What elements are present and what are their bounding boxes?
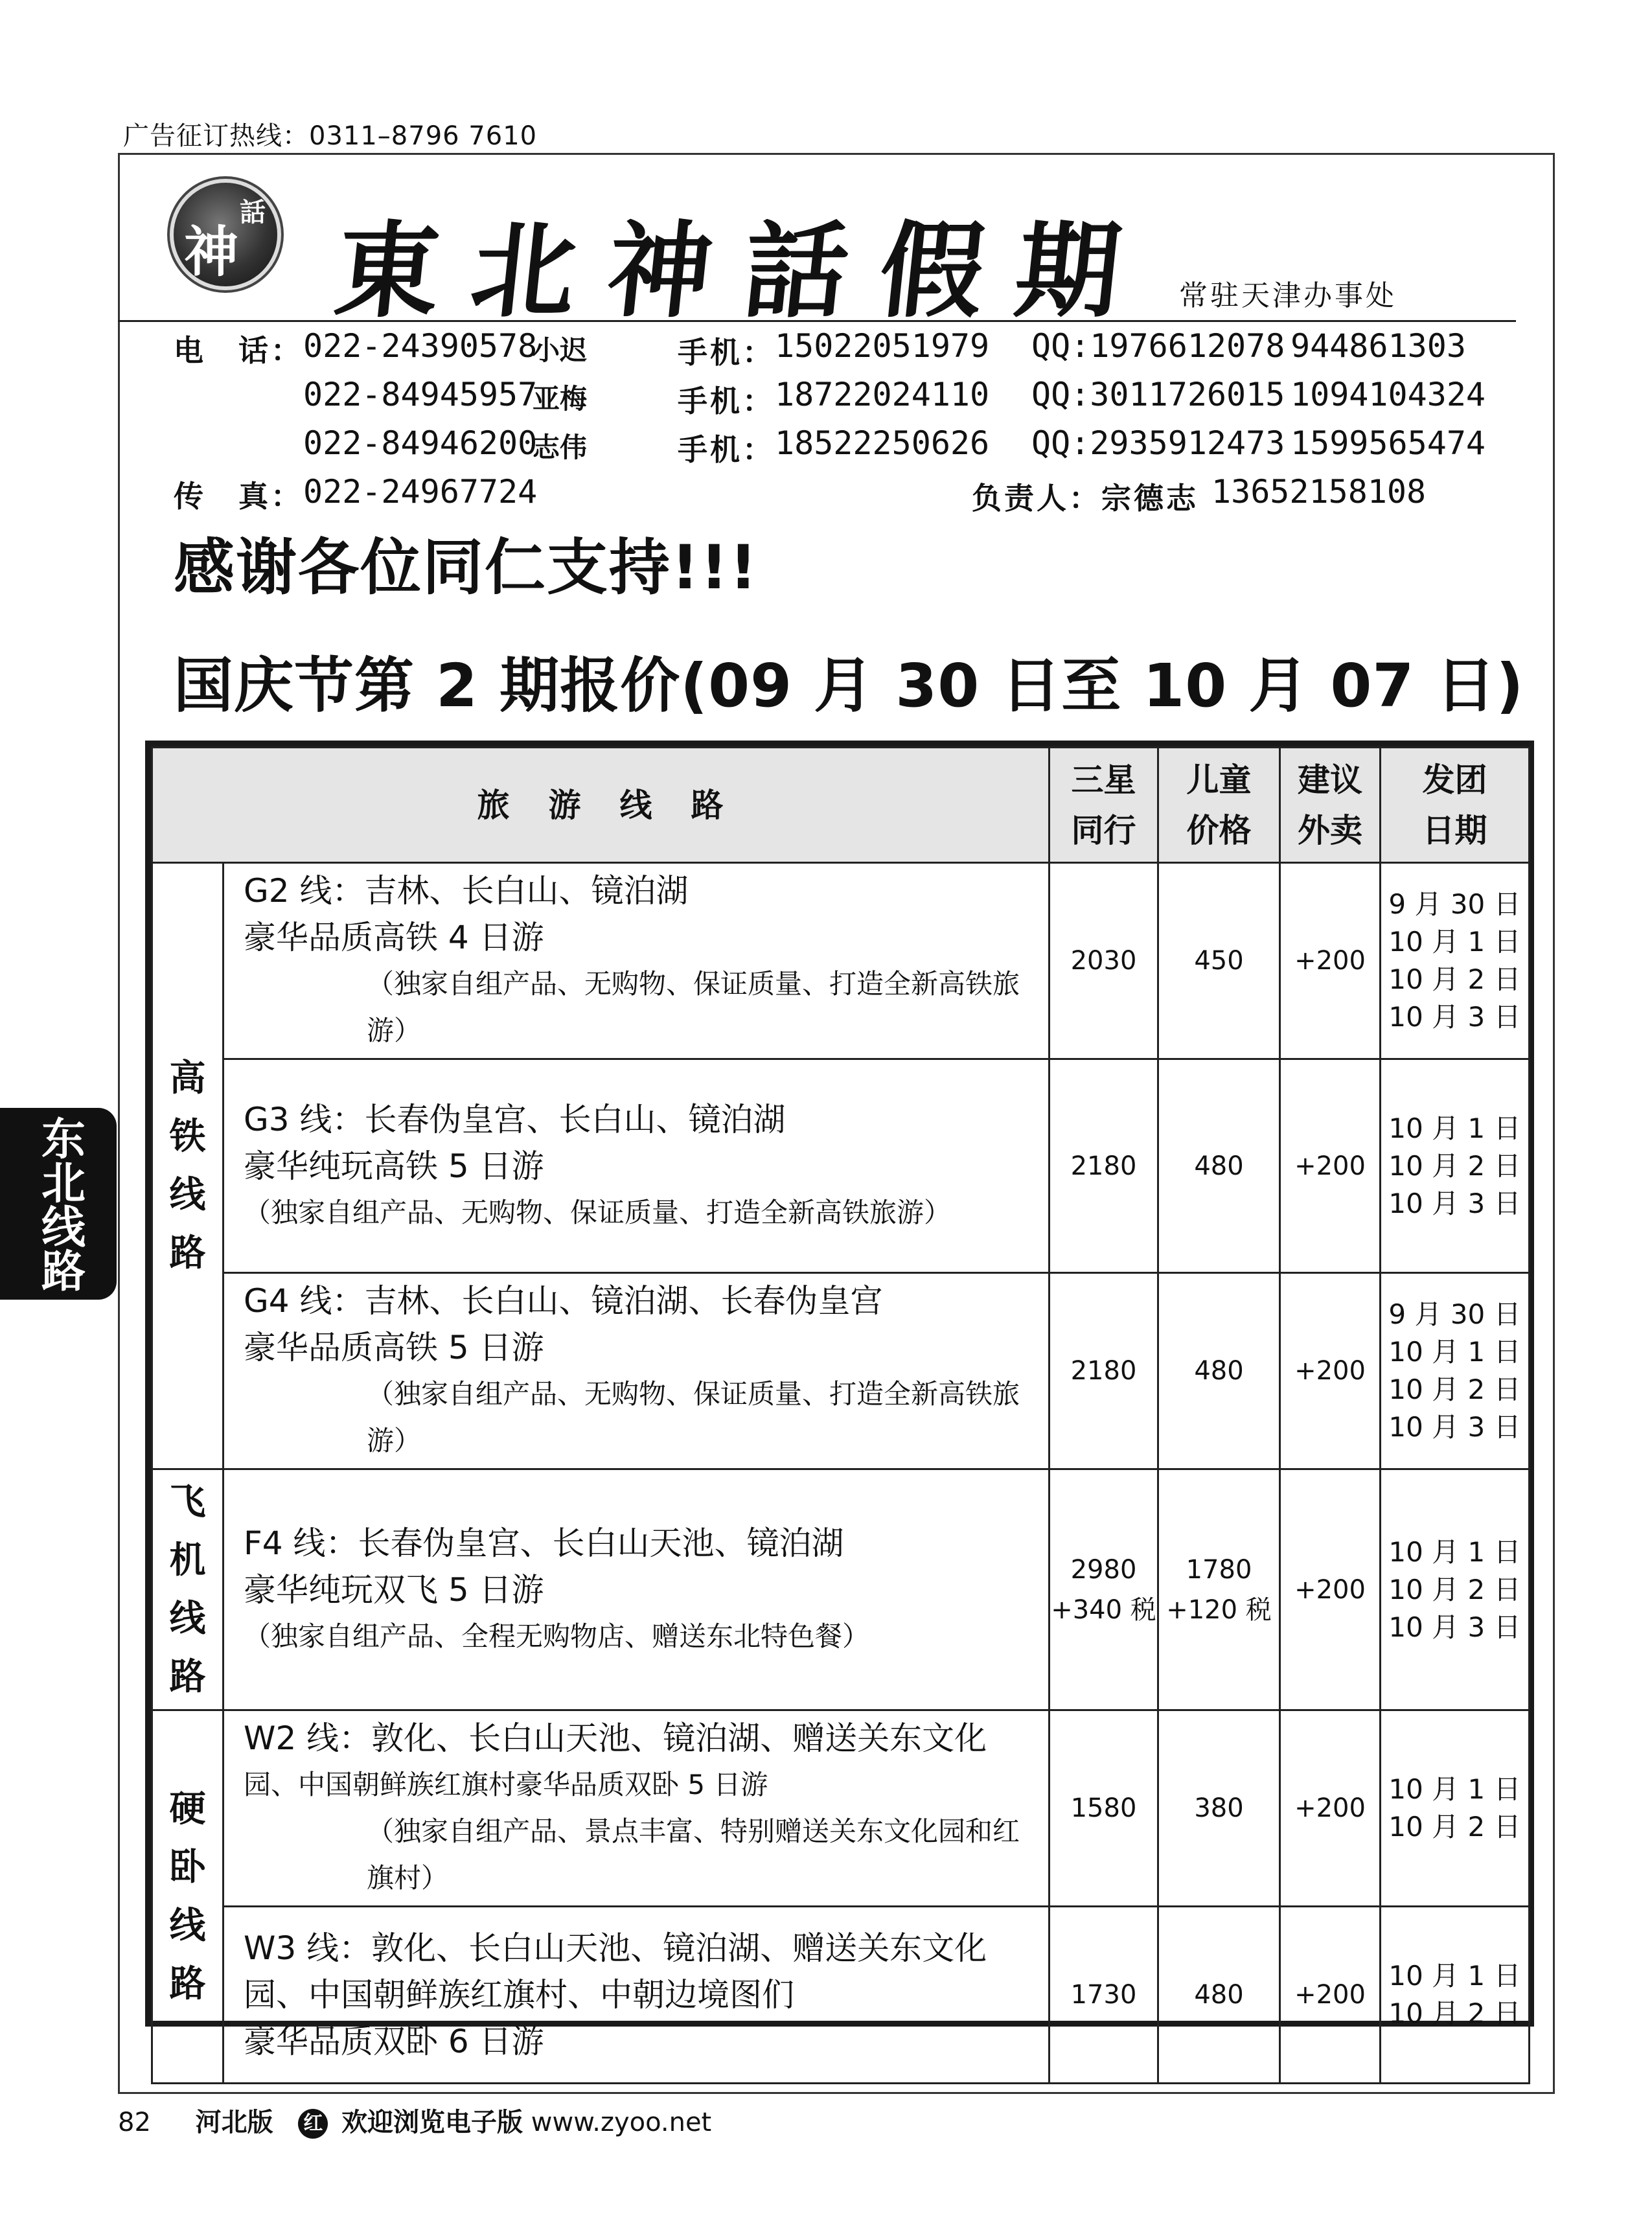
table-row	[152, 1907, 1530, 2084]
suggested-markup: +200	[1280, 1273, 1381, 1469]
qq2-2: 1094104324	[1291, 376, 1486, 413]
contact-name-2: 亚梅	[533, 383, 588, 415]
three-star-price: 2180	[1050, 1273, 1158, 1469]
child-price: 380	[1158, 1710, 1280, 1907]
departure-dates: 9 月 30 日 10 月 1 日 10 月 2 日 10 月 3 日	[1381, 1273, 1530, 1469]
office-label: 常驻天津办事处	[1179, 279, 1397, 312]
table-row	[152, 1710, 1530, 1907]
qq-1: QQ:1976612078	[1031, 327, 1285, 365]
mobile-label-2: 手机：	[678, 384, 775, 419]
child-price: 480	[1158, 1907, 1280, 2084]
route-description: W3 线：敦化、长白山天池、镜泊湖、赠送关东文化 园、中国朝鲜族红旗村、中朝边境图们 豪华品质双卧 6 日游	[224, 1907, 1050, 2084]
suggested-markup: +200	[1280, 1059, 1381, 1273]
page-footer	[118, 2102, 711, 2139]
tel-3: 022-84946200	[303, 424, 538, 462]
tel-2: 022-84945957	[303, 376, 538, 413]
side-tab-char: 东	[41, 1114, 86, 1166]
suggested-markup: +200	[1280, 1710, 1381, 1907]
qq2-3: 1599565474	[1291, 424, 1486, 462]
table-row	[152, 863, 1530, 1059]
category-sleeper-train: 硬 卧 线 路	[152, 1710, 224, 2084]
fax-label: 传 真：	[174, 479, 303, 514]
manager-label: 负责人：宗德志	[972, 481, 1199, 516]
three-star-price: 2030	[1050, 863, 1158, 1059]
side-tab-char: 北	[41, 1158, 86, 1210]
table-row	[152, 1059, 1530, 1273]
departure-dates: 10 月 1 日 10 月 2 日 10 月 3 日	[1381, 1469, 1530, 1710]
contact-name-1: 小迟	[533, 334, 588, 366]
departure-dates: 10 月 1 日 10 月 2 日 10 月 3 日	[1381, 1059, 1530, 1273]
section-side-tab	[0, 1108, 117, 1300]
child-price: 480	[1158, 1273, 1280, 1469]
route-description: W2 线：敦化、长白山天池、镜泊湖、赠送关东文化 园、中国朝鲜族红旗村豪华品质双卧 5 日游 （独家自组产品、景点丰富、特别赠送关东文化园和红旗村）	[224, 1710, 1050, 1907]
tel-label: 电 话：	[174, 333, 303, 368]
suggested-markup: +200	[1280, 1469, 1381, 1710]
logo-seal-big-glyph: 神	[184, 220, 239, 284]
logo-seal	[174, 183, 277, 286]
departure-dates: 10 月 1 日 10 月 2 日	[1381, 1710, 1530, 1907]
contact-name-3: 志伟	[533, 431, 588, 463]
qq2-1: 944861303	[1291, 327, 1466, 365]
header-suggested-markup: 建议 外卖	[1280, 748, 1381, 863]
price-table	[145, 741, 1534, 2060]
route-description: G2 线：吉林、长白山、镜泊湖 豪华品质高铁 4 日游 （独家自组产品、无购物、保证质量、打造全新高铁旅游）	[224, 863, 1050, 1059]
header-three-star: 三星 同行	[1050, 748, 1158, 863]
departure-dates: 9 月 30 日 10 月 1 日 10 月 2 日 10 月 3 日	[1381, 863, 1530, 1059]
fax-number: 022-24967724	[303, 473, 538, 511]
route-description: F4 线：长春伪皇宫、长白山天池、镜泊湖 豪华纯玩双飞 5 日游 （独家自组产品、全程无购物店、赠送东北特色餐）	[224, 1469, 1050, 1710]
departure-dates: 10 月 1 日 10 月 2 日	[1381, 1907, 1530, 2084]
mobile-label-3: 手机：	[678, 432, 775, 467]
three-star-price: 1730	[1050, 1907, 1158, 2084]
suggested-markup: +200	[1280, 1907, 1381, 2084]
table-row	[152, 1469, 1530, 1710]
header-child-price: 儿童 价格	[1158, 748, 1280, 863]
three-star-price: 2180	[1050, 1059, 1158, 1273]
side-tab-char: 线	[41, 1202, 86, 1254]
child-price: 450	[1158, 863, 1280, 1059]
mobile-2: 18722024110	[775, 376, 990, 413]
qq-3: QQ:2935912473	[1031, 424, 1285, 462]
page-number: 82	[118, 2108, 151, 2137]
thanks-heading: 感谢各位同仁支持!!!	[174, 533, 759, 603]
tel-1: 022-24390578	[303, 327, 538, 365]
welcome-text: 欢迎浏览电子版	[341, 2108, 523, 2137]
ad-hotline: 广告征订热线：0311–8796 7610	[123, 121, 538, 151]
route-description: G4 线：吉林、长白山、镜泊湖、长春伪皇宫 豪华品质高铁 5 日游 （独家自组产品、无购物、保证质量、打造全新高铁旅游）	[224, 1273, 1050, 1469]
table-row	[152, 1273, 1530, 1469]
three-star-price: 2980 +340 税	[1050, 1469, 1158, 1710]
mobile-1: 15022051979	[775, 327, 990, 365]
side-tab-char: 路	[41, 1247, 86, 1298]
logo-seal-small-glyph: 話	[240, 197, 266, 227]
category-high-speed-rail: 高 铁 线 路	[152, 863, 224, 1469]
category-flight: 飞 机 线 路	[152, 1469, 224, 1710]
suggested-markup: +200	[1280, 863, 1381, 1059]
edition-label: 河北版	[195, 2108, 273, 2137]
hong-badge-icon: 红	[298, 2109, 328, 2139]
child-price: 1780 +120 税	[1158, 1469, 1280, 1710]
brand-title: 東北神話假期	[329, 210, 1159, 332]
manager-phone: 13652158108	[1211, 473, 1427, 511]
price-period-title: 国庆节第 2 期报价(09 月 30 日至 10 月 07 日)	[174, 651, 1524, 720]
header-departure-dates: 发团 日期	[1381, 748, 1530, 863]
child-price: 480	[1158, 1059, 1280, 1273]
website-link[interactable]: www.zyoo.net	[531, 2108, 712, 2137]
route-description: G3 线：长春伪皇宫、长白山、镜泊湖 豪华纯玩高铁 5 日游 （独家自组产品、无购物、保证质量、打造全新高铁旅游）	[224, 1059, 1050, 1273]
header-divider	[118, 320, 1516, 322]
three-star-price: 1580	[1050, 1710, 1158, 1907]
mobile-3: 18522250626	[775, 424, 990, 462]
header-route: 旅游线路	[152, 748, 1050, 863]
mobile-label-1: 手机：	[678, 335, 775, 370]
qq-2: QQ:3011726015	[1031, 376, 1285, 413]
